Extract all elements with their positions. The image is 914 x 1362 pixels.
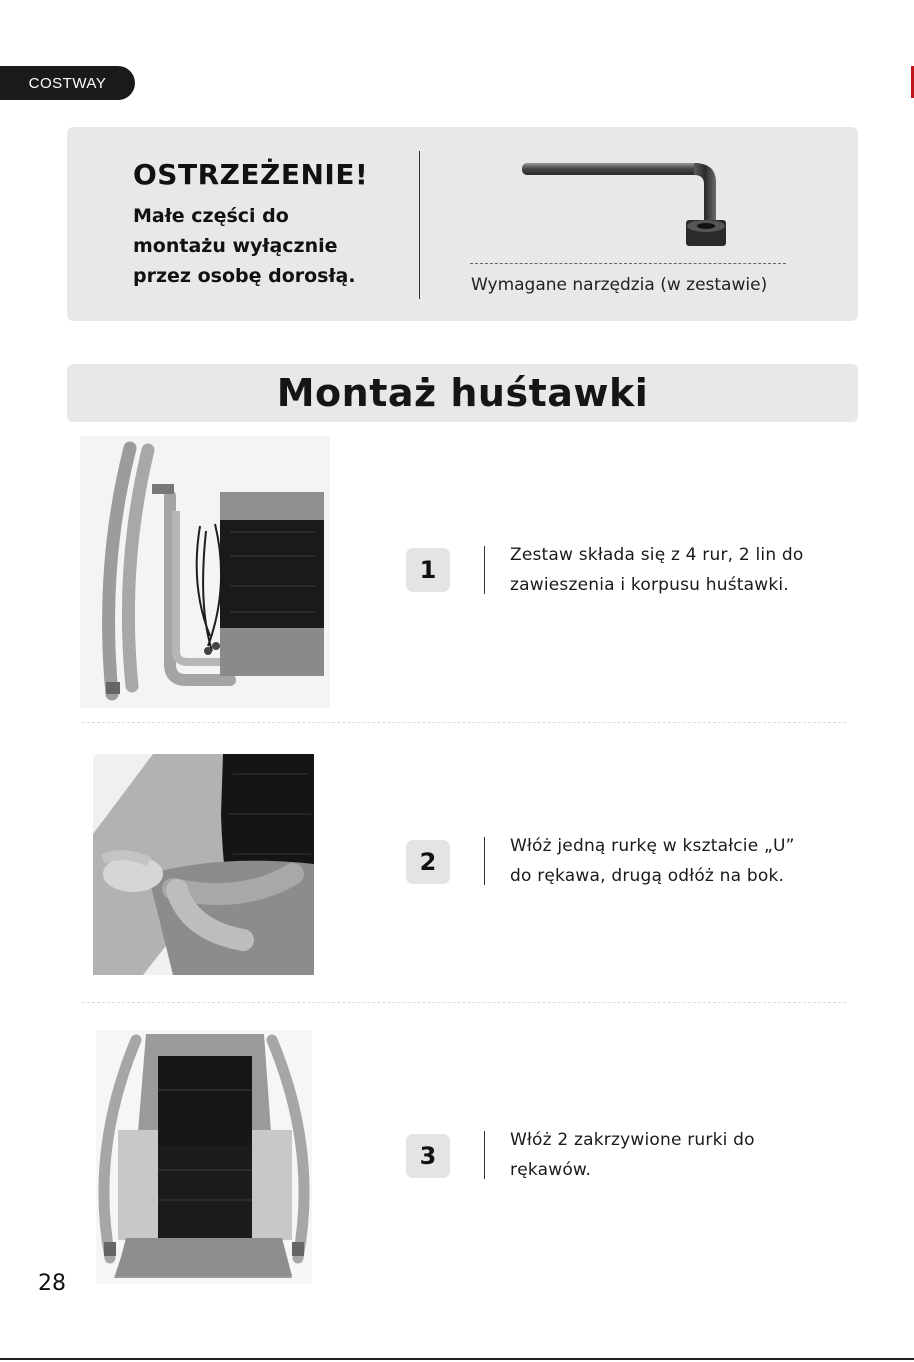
step-1-divider — [484, 546, 485, 594]
warning-title: OSTRZEŻENIE! — [133, 158, 369, 191]
warning-divider — [419, 151, 420, 299]
step-2-badge: 2 — [406, 840, 450, 884]
step-1-text — [510, 540, 840, 600]
warning-line-2: montażu wyłącznie — [133, 235, 338, 257]
step-2-line-1: Włóż jedną rurkę w kształcie „U” — [510, 836, 795, 856]
allen-wrench-icon — [518, 156, 730, 252]
step-2-line-2: do rękawa, drugą odłóż na bok. — [510, 866, 785, 886]
brand-logo: COSTWAY — [0, 66, 135, 100]
step-1-badge: 1 — [406, 548, 450, 592]
step-1-line-2: zawieszenia i korpusu huśtawki. — [510, 575, 789, 595]
tool-caption: Wymagane narzędzia (w zestawie) — [471, 275, 768, 295]
step-2-divider — [484, 837, 485, 885]
step-separator-2 — [82, 1002, 846, 1003]
step-3-badge: 3 — [406, 1134, 450, 1178]
section-header — [67, 364, 858, 422]
step-3-line-2: rękawów. — [510, 1160, 592, 1180]
step-3-photo — [96, 1030, 312, 1284]
step-3-text — [510, 1125, 840, 1185]
step-1-line-1: Zestaw składa się z 4 rur, 2 lin do — [510, 545, 804, 565]
step-3-line-1: Włóż 2 zakrzywione rurki do — [510, 1130, 755, 1150]
step-1-photo — [80, 436, 330, 708]
warning-line-3: przez osobę dorosłą. — [133, 265, 356, 287]
warning-line-1: Małe części do — [133, 205, 289, 227]
step-separator-1 — [82, 722, 846, 723]
bottom-rule — [0, 1358, 914, 1360]
tool-dashed-divider — [470, 263, 786, 264]
step-3-divider — [484, 1131, 485, 1179]
step-2-photo — [93, 754, 314, 975]
step-2-text — [510, 831, 840, 891]
section-title: Montaż huśtawki — [276, 371, 649, 415]
page-number: 28 — [38, 1271, 66, 1296]
